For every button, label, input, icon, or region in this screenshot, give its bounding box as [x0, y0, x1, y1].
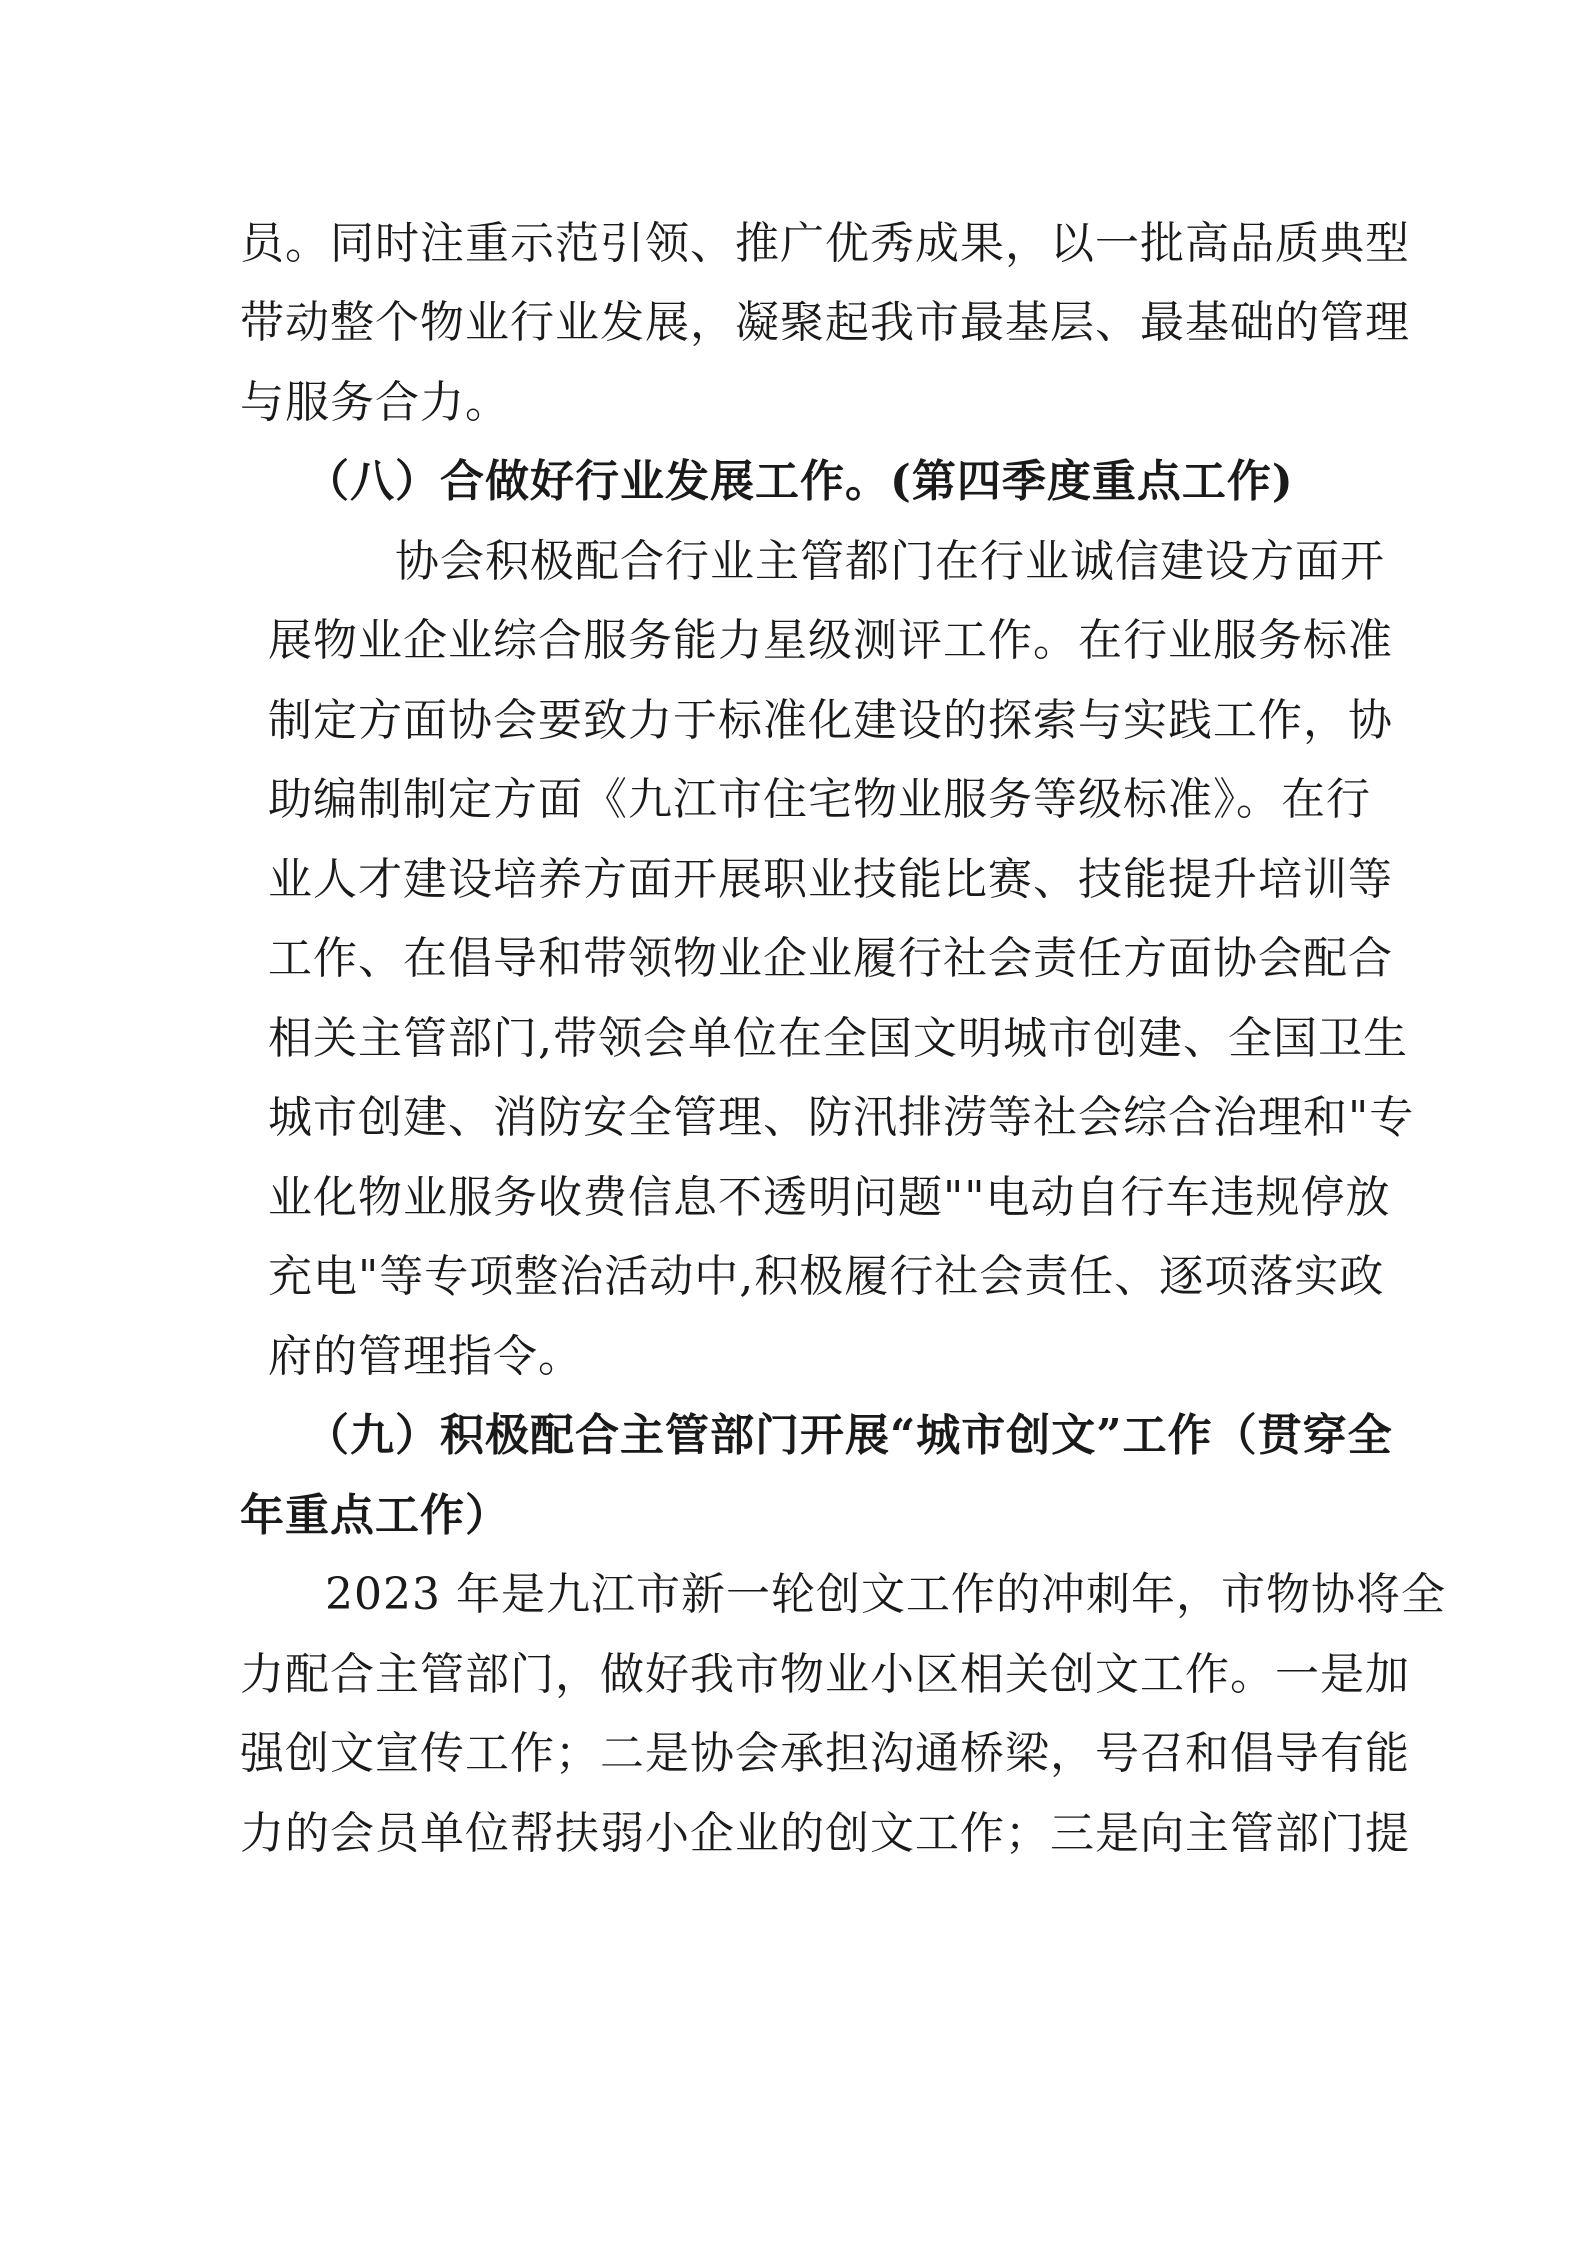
paragraph-line: 展物业企业综合服务能力星级测评工作。在行业服务标准	[268, 615, 1393, 666]
paragraph-line: 充电"等专项整治活动中,积极履行社会责任、逐项落实政	[268, 1251, 1385, 1302]
paragraph-line: 强创文宣传工作；二是协会承担沟通桥梁，号召和倡导有能	[240, 1728, 1410, 1779]
paragraph-line: 力的会员单位帮扶弱小企业的创文工作；三是向主管部门提	[240, 1808, 1410, 1859]
section-heading-9: （九）积极配合主管部门开展“城市创文”工作（贯穿全	[305, 1410, 1393, 1461]
section-heading-8: （八）合做好行业发展工作。(第四季度重点工作)	[305, 456, 1294, 507]
paragraph-line: 制定方面协会要致力于标准化建设的探索与实践工作，协	[268, 695, 1393, 746]
paragraph-line: 协会积极配合行业主管都门在行业诚信建设方面开	[395, 536, 1385, 587]
paragraph-line: 员。同时注重示范引领、推广优秀成果，以一批高品质典型	[240, 218, 1410, 269]
paragraph-line: 府的管理指令。	[268, 1331, 583, 1382]
paragraph-line: 工作、在倡导和带领物业企业履行社会责任方面协会配合	[268, 933, 1393, 984]
paragraph-line: 助编制制定方面《九江市住宅物业服务等级标准》。在行	[268, 774, 1371, 825]
paragraph-line: 力配合主管部门，做好我市物业小区相关创文工作。一是加	[240, 1649, 1410, 1700]
section-heading-9-cont: 年重点工作）	[240, 1490, 510, 1541]
paragraph-line: 业人才建设培养方面开展职业技能比赛、技能提升培训等	[268, 854, 1393, 905]
paragraph-line: 相关主管部门,带领会单位在全国文明城市创建、全国卫生	[268, 1013, 1408, 1064]
paragraph-line: 业化物业服务收费信息不透明问题""电动自行车违规停放	[268, 1172, 1391, 1223]
paragraph-line: 城市创建、消防安全管理、防汛排涝等社会综合治理和"专	[268, 1092, 1415, 1143]
paragraph-line: 带动整个物业行业发展，凝聚起我市最基层、最基础的管理	[240, 297, 1410, 348]
paragraph-line: 2023 年是九江市新一轮创文工作的冲刺年，市物协将全	[325, 1569, 1446, 1620]
paragraph-line: 与服务合力。	[240, 377, 510, 428]
